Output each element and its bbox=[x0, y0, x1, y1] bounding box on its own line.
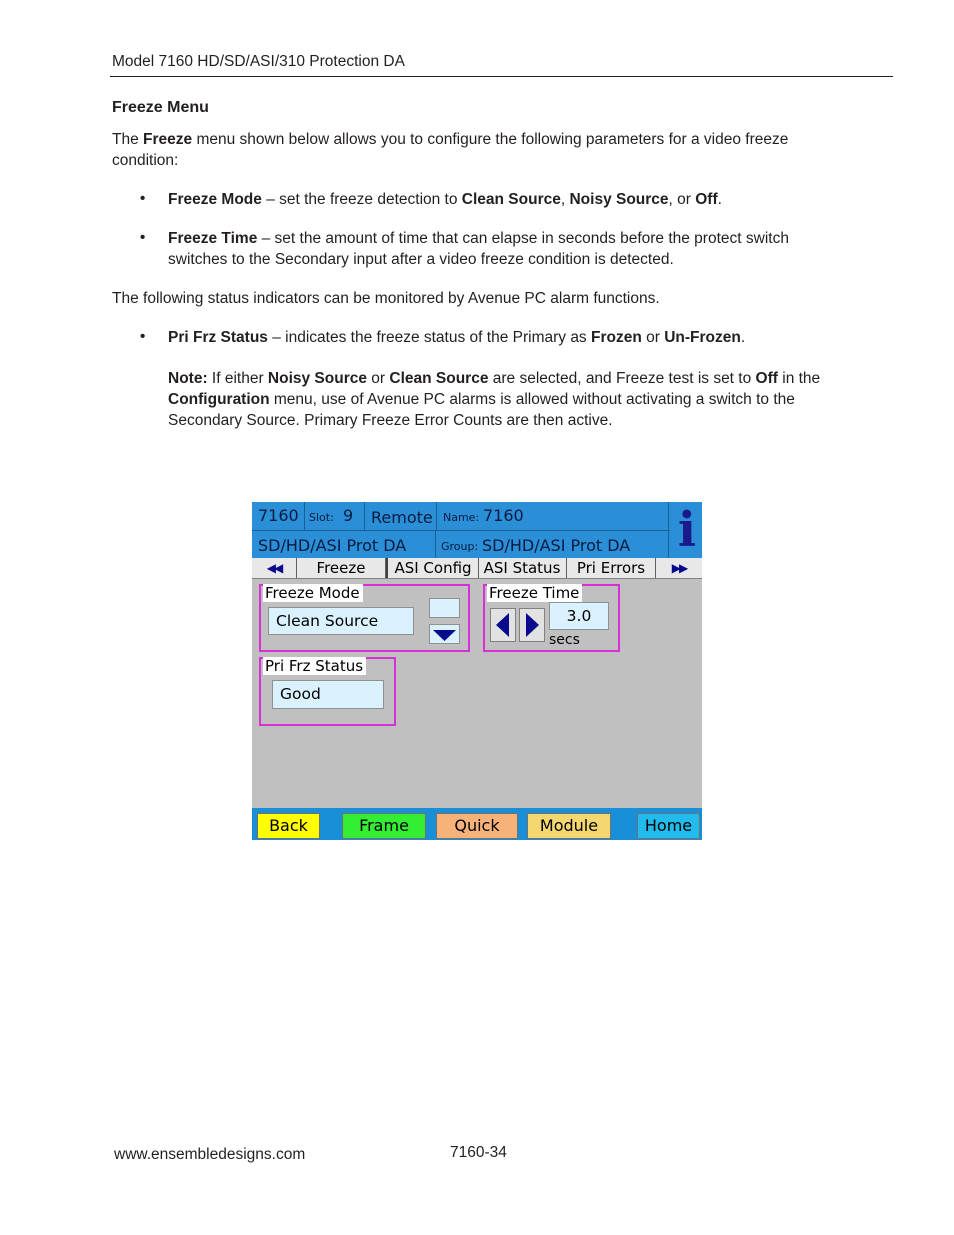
bullet-freeze-mode: Freeze Mode – set the freeze detection to Clean Source, Noisy Source, or Off. bbox=[168, 191, 722, 208]
module-button[interactable]: Module bbox=[527, 813, 611, 839]
info-icon[interactable]: i bbox=[677, 502, 697, 558]
freeze-time-group bbox=[483, 584, 620, 652]
name-value: 7160 bbox=[483, 506, 524, 525]
freeze-time-value[interactable]: 3.0 bbox=[549, 602, 609, 630]
freeze-time-units: secs bbox=[549, 632, 580, 648]
tab-bar bbox=[252, 558, 702, 579]
freeze-time-label: Freeze Time bbox=[487, 584, 582, 602]
group-value: SD/HD/ASI Prot DA bbox=[482, 536, 631, 555]
bullet-freeze-time: Freeze Time – set the amount of time that can elapse in seconds before the protect switch switches to the Secondary input after a video freeze condition is detected. bbox=[168, 230, 789, 268]
remote-mode: Remote bbox=[371, 508, 433, 527]
pri-frz-status-label: Pri Frz Status bbox=[263, 657, 366, 675]
device-title-bar bbox=[252, 502, 702, 558]
slot-label: Slot: bbox=[309, 511, 334, 524]
scroll-tabs-right-icon[interactable]: ▶▶ bbox=[671, 561, 687, 575]
header-rule bbox=[110, 76, 893, 77]
tab-freeze[interactable]: Freeze bbox=[297, 558, 386, 578]
frame-button[interactable]: Frame bbox=[342, 813, 426, 839]
scroll-tabs-left-icon[interactable]: ◀◀ bbox=[252, 558, 297, 578]
back-button[interactable]: Back bbox=[257, 813, 320, 839]
slot-value: 9 bbox=[343, 506, 354, 525]
name-label: Name: bbox=[443, 511, 480, 524]
tab-pri-errors[interactable]: Pri Errors bbox=[567, 558, 656, 578]
tab-asi-config[interactable]: ASI Config bbox=[386, 558, 479, 578]
group-label: Group: bbox=[441, 540, 479, 553]
page-number: 7160-34 bbox=[450, 1144, 507, 1161]
model-number: 7160 bbox=[258, 506, 299, 525]
bullet-marker: • bbox=[140, 229, 146, 246]
bullet-marker: • bbox=[140, 328, 146, 345]
freeze-mode-list-indicator bbox=[429, 598, 460, 618]
pri-frz-status-group bbox=[259, 657, 396, 726]
arrow-right-icon bbox=[520, 609, 544, 641]
freeze-time-increment-button[interactable] bbox=[519, 608, 545, 642]
intro-paragraph: The Freeze menu shown below allows you to configure the following parameters for a video freeze condition: bbox=[112, 131, 789, 169]
quick-button[interactable]: Quick bbox=[436, 813, 518, 839]
bullet-pri-frz-status: Pri Frz Status – indicates the freeze status of the Primary as Frozen or Un-Frozen. bbox=[168, 329, 746, 346]
running-header: Model 7160 HD/SD/ASI/310 Protection DA bbox=[112, 53, 405, 70]
note-paragraph: Note: If either Noisy Source or Clean Source are selected, and Freeze test is set to Off in the Configuration menu, use of Avenue PC alarms is allowed without activating a switch to the Secondary Source. Primary Freeze Error Counts are then active. bbox=[168, 370, 821, 429]
footer-url: www.ensembledesigns.com bbox=[114, 1146, 306, 1163]
arrow-left-icon bbox=[491, 609, 515, 641]
freeze-menu-panel bbox=[252, 502, 702, 840]
freeze-mode-group bbox=[259, 584, 470, 652]
tab-asi-status[interactable]: ASI Status bbox=[478, 558, 567, 578]
home-button[interactable]: Home bbox=[637, 813, 700, 839]
pri-frz-status-value: Good bbox=[272, 680, 384, 709]
section-title: Freeze Menu bbox=[112, 99, 209, 116]
freeze-mode-label: Freeze Mode bbox=[263, 584, 363, 602]
status-intro: The following status indicators can be monitored by Avenue PC alarm functions. bbox=[112, 290, 660, 307]
device-description: SD/HD/ASI Prot DA bbox=[258, 536, 407, 555]
freeze-mode-dropdown-button[interactable] bbox=[429, 624, 460, 644]
freeze-time-decrement-button[interactable] bbox=[490, 608, 516, 642]
bullet-marker: • bbox=[140, 190, 146, 207]
freeze-mode-value[interactable]: Clean Source bbox=[268, 607, 414, 635]
chevron-down-icon bbox=[430, 625, 459, 643]
bottom-nav-bar bbox=[252, 808, 702, 840]
